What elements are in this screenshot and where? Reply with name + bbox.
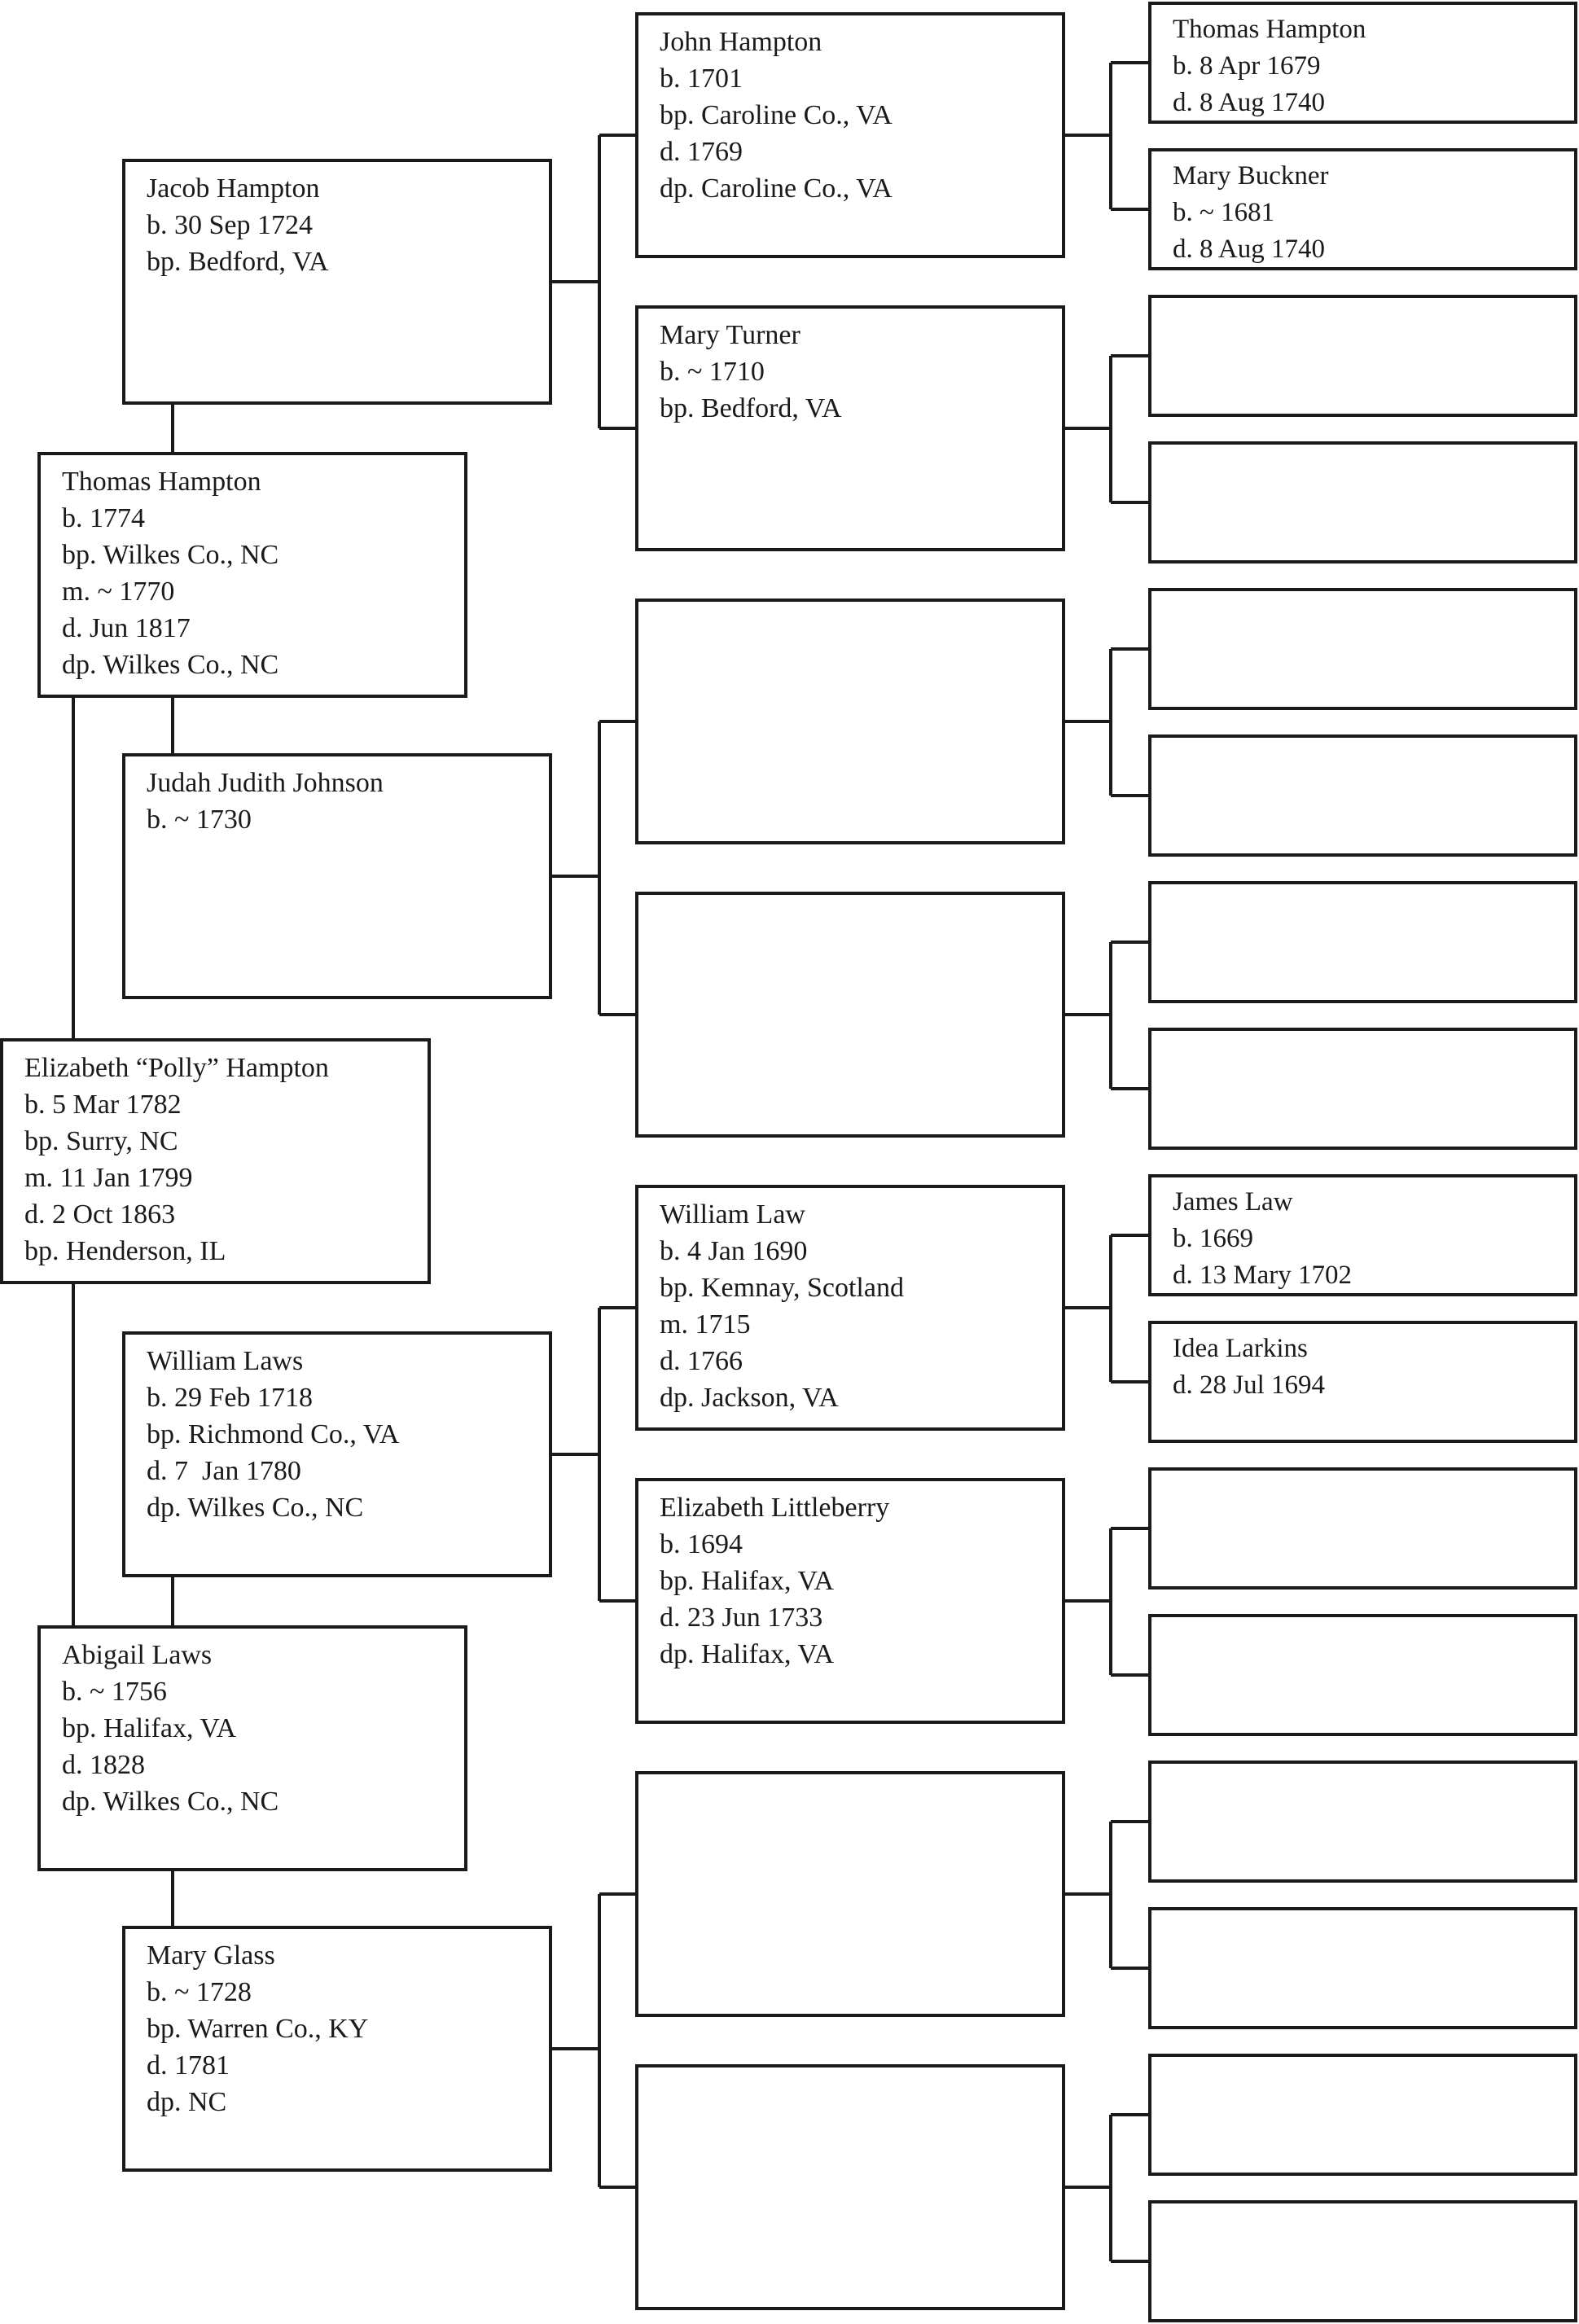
person-box-father: [37, 452, 467, 698]
person-box-great-grandparent-8: [635, 2064, 1065, 2310]
person-detail: d. 1766: [660, 1346, 743, 1376]
person-detail: b. ~ 1681: [1173, 198, 1275, 227]
person-detail: d. 28 Jul 1694: [1173, 1370, 1326, 1400]
person-name: Abigail Laws: [62, 1640, 213, 1670]
person-name: William Laws: [147, 1346, 304, 1376]
person-detail: dp. Jackson, VA: [660, 1383, 839, 1413]
person-detail: bp. Halifax, VA: [660, 1566, 835, 1596]
person-box-maternal-grandfather: [122, 1331, 552, 1577]
person-name: Elizabeth Littleberry: [660, 1493, 890, 1523]
person-box-subject: [0, 1038, 431, 1284]
person-detail: d. 1769: [660, 137, 743, 167]
person-box-maternal-grandmother: [122, 1926, 552, 2172]
person-box-great-grandparent-4: [635, 892, 1065, 1138]
person-detail: bp. Halifax, VA: [62, 1713, 237, 1743]
person-detail: dp. Halifax, VA: [660, 1639, 835, 1669]
person-box-great-grandparent-7: [635, 1771, 1065, 2017]
person-name: Thomas Hampton: [1173, 15, 1366, 44]
person-detail: d. 1828: [62, 1750, 145, 1780]
person-box-great-great-grandparent-6: [1148, 734, 1577, 857]
person-detail: bp. Kemnay, Scotland: [660, 1273, 904, 1303]
person-detail: b. ~ 1730: [147, 805, 252, 835]
person-box-great-great-grandparent-10: [1148, 1321, 1577, 1443]
person-box-great-grandparent-6: [635, 1478, 1065, 1724]
person-detail: dp. Wilkes Co., NC: [62, 1787, 279, 1817]
person-detail: d. 1781: [147, 2050, 230, 2081]
person-detail: d. Jun 1817: [62, 613, 191, 643]
person-box-great-great-grandparent-9: [1148, 1174, 1577, 1296]
person-detail: b. 1701: [660, 64, 743, 94]
person-detail: b. 1774: [62, 503, 145, 533]
person-box-great-great-grandparent-2: [1148, 148, 1577, 270]
person-detail: bp. Wilkes Co., NC: [62, 540, 279, 570]
person-box-great-great-grandparent-15: [1148, 2054, 1577, 2176]
person-detail: b. ~ 1756: [62, 1677, 167, 1707]
person-name: Jacob Hampton: [147, 173, 320, 204]
person-detail: b. 1669: [1173, 1224, 1253, 1253]
person-name: Mary Buckner: [1173, 161, 1329, 191]
person-box-great-grandparent-2: [635, 305, 1065, 551]
person-box-great-great-grandparent-7: [1148, 881, 1577, 1003]
person-detail: b. 29 Feb 1718: [147, 1383, 313, 1413]
person-box-great-grandparent-5: [635, 1185, 1065, 1431]
person-detail: bp. Caroline Co., VA: [660, 100, 893, 130]
person-detail: dp. Wilkes Co., NC: [62, 650, 279, 680]
person-detail: d. 23 Jun 1733: [660, 1603, 823, 1633]
person-box-great-great-grandparent-3: [1148, 295, 1577, 417]
person-detail: d. 13 Mary 1702: [1173, 1261, 1352, 1290]
person-detail: bp. Warren Co., KY: [147, 2014, 369, 2044]
person-box-great-great-grandparent-13: [1148, 1761, 1577, 1883]
person-detail: bp. Bedford, VA: [660, 393, 842, 423]
person-detail: d. 7 Jan 1780: [147, 1456, 301, 1486]
person-name: John Hampton: [660, 27, 822, 57]
person-name: Mary Glass: [147, 1940, 275, 1971]
person-box-great-grandparent-3: [635, 599, 1065, 844]
person-box-great-great-grandparent-5: [1148, 588, 1577, 710]
person-box-mother: [37, 1625, 467, 1871]
person-box-great-great-grandparent-8: [1148, 1028, 1577, 1150]
person-detail: bp. Surry, NC: [24, 1126, 178, 1156]
person-detail: d. 8 Aug 1740: [1173, 235, 1326, 264]
person-name: William Law: [660, 1199, 805, 1230]
person-detail: b. 30 Sep 1724: [147, 210, 313, 240]
person-name: Judah Judith Johnson: [147, 768, 384, 798]
person-detail: m. 11 Jan 1799: [24, 1163, 193, 1193]
person-detail: m. ~ 1770: [62, 577, 175, 607]
person-name: James Law: [1173, 1187, 1293, 1217]
person-box-great-great-grandparent-11: [1148, 1467, 1577, 1590]
person-box-paternal-grandfather: [122, 159, 552, 405]
person-detail: dp. NC: [147, 2087, 227, 2117]
person-detail: m. 1715: [660, 1309, 751, 1340]
person-detail: b. 4 Jan 1690: [660, 1236, 808, 1266]
person-detail: b. ~ 1728: [147, 1977, 252, 2007]
person-detail: b. 8 Apr 1679: [1173, 51, 1321, 81]
person-box-great-great-grandparent-14: [1148, 1907, 1577, 2029]
person-detail: dp. Caroline Co., VA: [660, 173, 893, 204]
person-detail: bp. Bedford, VA: [147, 247, 329, 277]
person-box-great-great-grandparent-1: [1148, 2, 1577, 124]
person-box-great-great-grandparent-16: [1148, 2200, 1577, 2322]
person-name: Thomas Hampton: [62, 467, 261, 497]
person-detail: bp. Henderson, IL: [24, 1236, 226, 1266]
person-detail: b. 5 Mar 1782: [24, 1090, 182, 1120]
person-box-great-grandparent-1: [635, 12, 1065, 258]
person-detail: dp. Wilkes Co., NC: [147, 1493, 364, 1523]
person-detail: bp. Richmond Co., VA: [147, 1419, 400, 1449]
person-name: Elizabeth “Polly” Hampton: [24, 1053, 329, 1083]
person-name: Mary Turner: [660, 320, 800, 350]
person-box-great-great-grandparent-12: [1148, 1614, 1577, 1736]
person-name: Idea Larkins: [1173, 1334, 1308, 1363]
person-box-paternal-grandmother: [122, 753, 552, 999]
person-detail: b. 1694: [660, 1529, 743, 1559]
person-detail: b. ~ 1710: [660, 357, 765, 387]
person-box-great-great-grandparent-4: [1148, 441, 1577, 563]
person-detail: d. 2 Oct 1863: [24, 1199, 176, 1230]
person-detail: d. 8 Aug 1740: [1173, 88, 1326, 117]
